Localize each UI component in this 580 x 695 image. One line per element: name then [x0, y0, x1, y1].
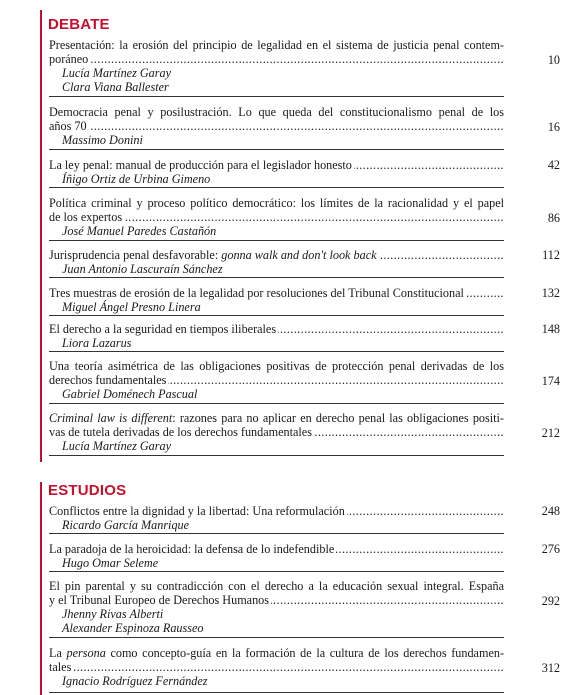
entry-author: Ignacio Rodríguez Fernández [62, 674, 208, 688]
toc-entry[interactable] [49, 359, 504, 404]
entry-page-number: 16 [547, 120, 560, 134]
entry-page-number: 312 [541, 661, 560, 675]
entry-title-line: Presentación: la erosión del principio de legalidad en el sistema de justicia penal contem- [49, 38, 504, 52]
toc-entry[interactable] [49, 646, 504, 693]
entry-author: Liora Lazarus [62, 336, 132, 350]
entry-title-line: ..... La ley penal: manual de producción para el legislador honesto [49, 158, 504, 172]
entry-page-number: 132 [541, 286, 560, 300]
entry-title-line: Una teoría asimétrica de las obligaciones positivas de protección penal derivadas de los [49, 359, 504, 373]
toc-entry[interactable] [49, 248, 504, 278]
entry-title-line: Política criminal y proceso político democrático: los límites de la racionalidad y el papel [49, 196, 504, 210]
entry-title-line: ..... La paradoja de la heroicidad: la defensa de lo indefendible [49, 542, 504, 556]
toc-entry[interactable] [49, 196, 504, 241]
entry-title-line: ..... Tres muestras de erosión de la legalidad por resoluciones del Tribunal Constitucional [49, 286, 504, 300]
toc-entry[interactable] [49, 411, 504, 456]
entry-title-text: como concepto-guía en la formación de la cultura de los derechos fundamen- [105, 646, 504, 660]
entry-author: Gabriel Doménech Pascual [62, 387, 198, 401]
entry-page-number: 212 [541, 426, 560, 440]
toc-entry[interactable] [49, 504, 504, 534]
entry-title-line: ..... El derecho a la seguridad en tiempos iliberales [49, 322, 504, 336]
entry-page-number: 42 [547, 158, 560, 172]
entry-title-line: El pin parental y su contradicción con el derecho a la educación sexual integral. España [49, 579, 504, 593]
entry-author: Hugo Omar Seleme [62, 556, 159, 570]
entry-title-line: ..... de los expertos [49, 210, 504, 224]
entry-page-number: 248 [541, 504, 560, 518]
entry-page-number: 276 [541, 542, 560, 556]
entry-page-number: 292 [541, 594, 560, 608]
entry-page-number: 112 [542, 248, 560, 262]
entry-author: Miguel Ángel Presno Linera [62, 300, 201, 314]
entry-page-number: 148 [541, 322, 560, 336]
entry-author: Ricardo García Manrique [62, 518, 190, 532]
entry-title-line: ..... poráneo [49, 52, 504, 66]
toc-entry[interactable] [49, 105, 504, 150]
entry-author: Massimo Donini [62, 133, 143, 147]
toc-entry[interactable] [49, 322, 504, 352]
entry-title-italic: Criminal law is different [49, 411, 173, 425]
entry-title-text: La [49, 646, 67, 660]
entry-title-line: ..... años 70 [49, 119, 504, 133]
entry-author: Jhenny Rivas Alberti [62, 607, 164, 621]
entry-page-number: 174 [541, 374, 560, 388]
entry-title-line: ..... vas de tutela derivadas de los derechos fundamentales [49, 425, 504, 439]
entry-title-text: Jurisprudencia penal desfavorable: [49, 248, 222, 262]
entry-page-number: 10 [547, 53, 560, 67]
entry-author: Alexander Espinoza Rausseo [62, 621, 204, 635]
toc-entry[interactable] [49, 542, 504, 572]
section-rule-estudios [40, 482, 42, 695]
entry-author: Juan Antonio Lascuraín Sánchez [62, 262, 223, 276]
entry-author: Íñigo Ortiz de Urbina Gimeno [62, 172, 211, 186]
entry-title-text: : razones para no aplicar en derecho penal las obligaciones positi- [172, 411, 504, 425]
entry-title-line: ..... Conflictos entre la dignidad y la libertad: Una reformulación [49, 504, 504, 518]
toc-entry[interactable] [49, 158, 504, 188]
entry-author: Lucía Martínez Garay [62, 66, 172, 80]
toc-entry[interactable] [49, 286, 504, 316]
toc-entry[interactable] [49, 579, 504, 638]
entry-author: José Manuel Paredes Castañón [62, 224, 217, 238]
entry-title-line: Democracia penal y posilustración. Lo que queda del constitucionalismo penal de los [49, 105, 504, 119]
entry-title-line: ..... y el Tribunal Europeo de Derechos Humanos [49, 593, 504, 607]
toc-entry[interactable] [49, 38, 504, 97]
entry-author: Clara Viana Ballester [62, 80, 169, 94]
entry-title-line [49, 411, 504, 425]
entry-title-italic: persona [66, 646, 106, 660]
section-rule-debate [40, 10, 42, 462]
section-title-estudios: ESTUDIOS [48, 482, 127, 499]
section-title-debate: DEBATE [48, 16, 110, 33]
entry-page-number: 86 [547, 211, 560, 225]
entry-title-line: ..... tales [49, 660, 504, 674]
entry-author: Lucía Martínez Garay [62, 439, 172, 453]
entry-title-italic: gonna walk and don't look back [221, 248, 377, 262]
entry-title-line: ..... derechos fundamentales [49, 373, 504, 387]
entry-title-line [49, 248, 504, 262]
entry-title-line [49, 646, 504, 660]
